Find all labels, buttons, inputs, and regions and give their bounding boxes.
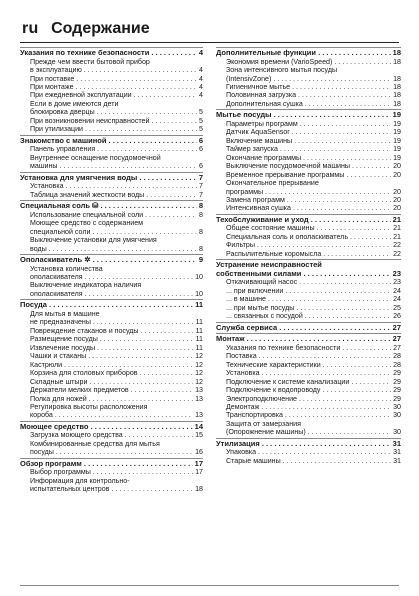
toc-entry-title: Таблица значений жесткости воды . . . xyxy=(30,191,197,199)
toc-page-number: 29 xyxy=(393,394,401,403)
toc-entry-title: Использование специальной соли . . . xyxy=(30,211,197,219)
toc-entry-title: Чашки и стаканы . . . xyxy=(30,352,193,360)
toc-entry[interactable] xyxy=(216,457,401,465)
toc-section[interactable] xyxy=(20,47,203,58)
toc-entry[interactable] xyxy=(216,344,401,352)
toc-section[interactable] xyxy=(216,109,401,120)
toc-page-number: 12 xyxy=(195,369,203,378)
toc-entry[interactable] xyxy=(216,378,401,386)
toc-entry[interactable] xyxy=(216,128,401,136)
toc-page-number: 14 xyxy=(194,421,203,431)
toc-page-number: 28 xyxy=(393,352,401,361)
toc-entry[interactable] xyxy=(216,145,401,153)
toc-entry[interactable] xyxy=(216,287,401,295)
toc-entry-title: Поставка . . . xyxy=(226,352,391,360)
toc-entry-title: Мытье посуды . . . xyxy=(216,111,391,120)
toc-entry[interactable] xyxy=(20,162,203,170)
toc-entry-title: Экономия времени (VarioSpeed) . . . xyxy=(226,58,391,66)
toc-page-number: 13 xyxy=(195,386,203,395)
toc-entry-line: Внутреннее оснащение посудомоечной xyxy=(30,153,161,162)
toc-entry[interactable] xyxy=(20,228,203,236)
toc-entry-title: не предназначены . . . xyxy=(30,318,194,326)
toc-page-number: 27 xyxy=(392,334,401,344)
toc-section[interactable] xyxy=(20,421,203,432)
toc-entry-title: специальной соли . . . xyxy=(30,228,197,236)
toc-entry-title: При ежедневной эксплуатации . . . xyxy=(30,91,197,99)
toc-entry[interactable] xyxy=(20,145,203,153)
toc-entry[interactable] xyxy=(216,154,401,162)
toc-entry-title: Специальная соль и ополаскиватель . . . xyxy=(226,233,391,241)
toc-page-number: 6 xyxy=(198,135,203,145)
toc-entry-title: ополаскивателя . . . xyxy=(30,290,193,298)
toc-entry-line: Защита от замерзания xyxy=(226,419,301,428)
toc-entry-title: Указания по технике безопасности . . . xyxy=(226,344,391,352)
toc-entry[interactable] xyxy=(20,91,203,99)
toc-entry-title: При монтаже . . . xyxy=(30,83,197,91)
toc-page-number: 25 xyxy=(393,303,401,312)
toc-entry[interactable] xyxy=(216,171,401,179)
toc-page-number: 4 xyxy=(199,91,203,100)
toc-page-number: 21 xyxy=(393,232,401,241)
toc-entry-title: Размещение посуды . . . xyxy=(30,335,194,343)
toc-entry-line: Установка количества xyxy=(30,264,103,273)
toc-entry-title: Складные штыри . . . xyxy=(30,378,193,386)
toc-entry-title: Установка для умягчения воды . . . xyxy=(20,174,197,183)
toc-page-number: 18 xyxy=(393,91,401,100)
toc-entry-title: Повреждение стаканов и посуды . . . xyxy=(30,327,194,335)
toc-page-number: 21 xyxy=(393,224,401,233)
toc-entry-title: Кастрюли . . . xyxy=(30,361,193,369)
toc-page-number: 10 xyxy=(195,289,203,298)
toc-page-number: 7 xyxy=(199,190,203,199)
toc-entry-line: Окончательное прерывание xyxy=(226,179,319,188)
toc-entry[interactable] xyxy=(20,66,203,74)
toc-entry-title: При возникновении неисправностей . . . xyxy=(30,117,197,125)
toc-section[interactable] xyxy=(20,458,203,469)
toc-entry-title: Откачивающий насос . . . xyxy=(226,278,391,286)
toc-entry[interactable] xyxy=(20,395,203,403)
toc-page-number: 28 xyxy=(393,360,401,369)
toc-page-number: 11 xyxy=(195,335,203,344)
toc-entry-title: Монтаж . . . xyxy=(216,335,391,344)
toc-entry[interactable] xyxy=(216,448,401,456)
toc-page-number: 22 xyxy=(393,249,401,258)
toc-entry-title: Знакомство с машиной . . . xyxy=(20,137,197,146)
toc-entry[interactable] xyxy=(20,468,203,476)
toc-entry-title: ... связанных с посудой . . . xyxy=(226,312,391,320)
toc-entry[interactable] xyxy=(216,312,401,320)
toc-entry-line: Выключение установки для умягчения xyxy=(30,236,157,245)
toc-entry-title: Посуда . . . xyxy=(20,301,193,310)
toc-page-number: 19 xyxy=(393,136,401,145)
toc-section[interactable] xyxy=(20,135,203,146)
toc-page-number: 18 xyxy=(393,99,401,108)
toc-entry-title: Ополаскиватель ✲ . . . xyxy=(20,256,197,265)
toc-page-number: 23 xyxy=(393,278,401,287)
toc-entry-title: Старые машины . . . xyxy=(226,457,391,465)
toc-page-number: 27 xyxy=(393,343,401,352)
toc-entry-line: Прежде чем ввести бытовой прибор xyxy=(30,57,150,66)
toc-page-number: 5 xyxy=(199,116,203,125)
toc-entry[interactable] xyxy=(20,211,203,219)
toc-entry-title: При поставке . . . xyxy=(30,75,197,83)
toc-entry-title: Фильтры . . . xyxy=(226,241,391,249)
toc-entry[interactable] xyxy=(20,344,203,352)
toc-page-number: 26 xyxy=(393,312,401,321)
toc-entry[interactable] xyxy=(20,361,203,369)
toc-page-number: 30 xyxy=(393,411,401,420)
toc-page-number: 6 xyxy=(199,162,203,171)
toc-entry[interactable] xyxy=(216,224,401,232)
toc-page-number: 20 xyxy=(393,162,401,171)
toc-entry[interactable] xyxy=(20,117,203,125)
toc-entry-title: Параметры программ . . . xyxy=(226,120,391,128)
toc-page-number: 12 xyxy=(195,360,203,369)
toc-page-number: 5 xyxy=(199,125,203,134)
toc-entry-title: Утилизация . . . xyxy=(216,440,391,449)
toc-entry-line: Моющее средство с содержанием xyxy=(30,219,144,228)
toc-page-number: 31 xyxy=(392,438,401,448)
toc-entry[interactable] xyxy=(20,108,203,116)
toc-entry[interactable] xyxy=(216,395,401,403)
toc-entry[interactable] xyxy=(20,335,203,343)
toc-entry-title: Окончание программы . . . xyxy=(226,154,391,162)
toc-entry[interactable] xyxy=(20,327,203,335)
toc-entry-title: собственными силами . . . xyxy=(216,270,391,279)
toc-entry[interactable] xyxy=(20,182,203,190)
toc-page-number: 30 xyxy=(393,428,401,437)
toc-entry[interactable] xyxy=(216,241,401,249)
toc-entry[interactable] xyxy=(216,369,401,377)
toc-entry-title: Загрузка моющего средства . . . xyxy=(30,431,193,439)
toc-page-number: 20 xyxy=(393,204,401,213)
toc-page-number: 5 xyxy=(199,108,203,117)
toc-section[interactable] xyxy=(20,254,203,265)
toc-entry[interactable] xyxy=(20,352,203,360)
toc-page-number: 7 xyxy=(199,182,203,191)
toc-entry[interactable] xyxy=(20,125,203,133)
page-title: Содержание xyxy=(51,20,150,37)
toc-entry-title: Панель управления . . . xyxy=(30,145,197,153)
toc-page-number: 20 xyxy=(393,195,401,204)
toc-page-number: 4 xyxy=(198,48,203,57)
toc-column-right xyxy=(216,46,401,465)
toc-entry-title: Подключение к водопроводу . . . xyxy=(226,386,391,394)
toc-page-number: 29 xyxy=(393,369,401,378)
toc-entry[interactable] xyxy=(216,304,401,312)
toc-entry[interactable] xyxy=(20,411,203,419)
header-rule xyxy=(20,42,399,43)
toc-page-number: 23 xyxy=(392,268,401,278)
toc-entry-line: Для мытья в машине xyxy=(30,309,100,318)
toc-entry[interactable] xyxy=(20,83,203,91)
toc-page-number: 18 xyxy=(393,74,401,83)
toc-entry[interactable] xyxy=(20,290,203,298)
toc-entry-title: Полка для ножей . . . xyxy=(30,395,193,403)
toc-entry-title: Гигиеничное мытье . . . xyxy=(226,83,391,91)
toc-entry-title: воды . . . xyxy=(30,245,197,253)
toc-entry-line: Комбинированные средства для мытья xyxy=(30,439,160,448)
toc-page-number: 11 xyxy=(195,318,203,327)
toc-entry[interactable] xyxy=(20,431,203,439)
toc-entry-title: Корзина для столовых приборов . . . xyxy=(30,369,193,377)
toc-page-number: 11 xyxy=(195,300,203,310)
toc-page-number: 11 xyxy=(195,326,203,335)
toc-page-number: 8 xyxy=(199,227,203,236)
toc-entry[interactable] xyxy=(216,91,401,99)
toc-entry[interactable] xyxy=(216,137,401,145)
toc-page-number: 20 xyxy=(393,187,401,196)
toc-page-number: 24 xyxy=(393,286,401,295)
toc-entry-title: Включение машины . . . xyxy=(226,137,391,145)
toc-entry[interactable] xyxy=(216,75,401,83)
toc-entry-title: программы . . . xyxy=(226,188,391,196)
toc-page-number: 17 xyxy=(195,468,203,477)
toc-entry[interactable] xyxy=(216,361,401,369)
toc-entry[interactable] xyxy=(216,250,401,258)
toc-entry-title: Датчик AquaSensor . . . xyxy=(226,128,391,136)
toc-entry-title: Специальная соль ⛁ . . . xyxy=(20,202,197,211)
toc-page-number: 6 xyxy=(199,145,203,154)
toc-entry-title: машины . . . xyxy=(30,162,197,170)
toc-entry[interactable] xyxy=(216,204,401,212)
toc-entry-title: Обзор программ . . . xyxy=(20,460,193,469)
toc-entry-title: Подключение к системе канализации . . . xyxy=(226,378,391,386)
toc-entry-line: Если в доме имеются дети xyxy=(30,99,119,108)
toc-page-number: 27 xyxy=(392,322,401,332)
toc-entry-line: Выключение индикатора наличия xyxy=(30,281,142,290)
toc-column-left xyxy=(20,46,203,494)
toc-entry-title: Держатели мелких предметов . . . xyxy=(30,386,193,394)
toc-entry-title: Общее состояние машины . . . xyxy=(226,224,391,232)
toc-entry-title: Замена программ . . . xyxy=(226,196,391,204)
toc-entry[interactable] xyxy=(20,378,203,386)
toc-entry-title: Упаковка . . . xyxy=(226,448,391,456)
toc-entry[interactable] xyxy=(216,411,401,419)
toc-entry-title: ... при мытье посуды . . . xyxy=(226,304,391,312)
toc-entry-title: Указания по технике безопасности . . . xyxy=(20,49,197,58)
toc-page-number: 18 xyxy=(195,485,203,494)
toc-page-number: 12 xyxy=(195,377,203,386)
toc-page-number: 13 xyxy=(195,394,203,403)
toc-entry-title: Техобслуживание и уход . . . xyxy=(216,216,391,225)
toc-page-number: 19 xyxy=(393,128,401,137)
toc-page-number: 8 xyxy=(199,210,203,219)
toc-entry-title: Дополнительная сушка . . . xyxy=(226,100,391,108)
toc-entry-title: Интенсивная сушка . . . xyxy=(226,204,391,212)
toc-page-number: 4 xyxy=(199,74,203,83)
toc-entry-title: Выключение посудомоечной машины . . . xyxy=(226,162,391,170)
toc-entry-title: Установка . . . xyxy=(30,182,197,190)
toc-page-number: 4 xyxy=(199,82,203,91)
toc-entry[interactable] xyxy=(20,273,203,281)
toc-entry-title: Установка . . . xyxy=(226,369,391,377)
toc-entry[interactable] xyxy=(216,83,401,91)
toc-section[interactable] xyxy=(20,172,203,183)
toc-section[interactable] xyxy=(20,299,203,310)
page-header xyxy=(22,20,150,40)
toc-page-number: 21 xyxy=(392,214,401,224)
toc-entry-title: Дополнительные функции . . . xyxy=(216,49,391,58)
toc-entry[interactable] xyxy=(20,369,203,377)
toc-page-number: 29 xyxy=(393,386,401,395)
toc-entry-title: Демонтаж . . . xyxy=(226,403,391,411)
toc-entry[interactable] xyxy=(20,191,203,199)
toc-entry-title: Технические характеристики . . . xyxy=(226,361,391,369)
toc-entry-title: (Опорожнение машины) . . . xyxy=(226,428,391,436)
language-code: ru xyxy=(22,20,39,37)
toc-entry-title: Таймер запуска . . . xyxy=(226,145,391,153)
toc-page-number: 11 xyxy=(195,343,203,352)
toc-page-number: 29 xyxy=(393,377,401,386)
toc-entry[interactable] xyxy=(216,58,401,66)
toc-page-number: 30 xyxy=(393,402,401,411)
toc-entry-title: Половинная загрузка . . . xyxy=(226,91,391,99)
toc-page-number: 31 xyxy=(393,448,401,457)
toc-entry-title: При утилизации . . . xyxy=(30,125,197,133)
toc-entry-title: короба . . . xyxy=(30,411,193,419)
toc-entry-title: Служба сервиса . . . xyxy=(216,324,391,333)
toc-page-number: 18 xyxy=(392,48,401,57)
toc-page-number: 20 xyxy=(393,170,401,179)
toc-section[interactable] xyxy=(216,47,401,58)
toc-page-number: 22 xyxy=(393,241,401,250)
toc-entry[interactable] xyxy=(216,162,401,170)
toc-entry[interactable] xyxy=(20,386,203,394)
toc-entry[interactable] xyxy=(216,120,401,128)
toc-entry[interactable] xyxy=(216,233,401,241)
toc-page-number: 19 xyxy=(393,153,401,162)
toc-entry-title: Распылительные коромысла . . . xyxy=(226,250,391,258)
toc-page-number: 19 xyxy=(392,110,401,120)
toc-entry-line: Зона интенсивного мытья посуды xyxy=(226,66,338,75)
toc-entry[interactable] xyxy=(20,75,203,83)
toc-page-number: 8 xyxy=(199,244,203,253)
toc-entry-title: ... в машине . . . xyxy=(226,295,391,303)
toc-entry[interactable] xyxy=(20,318,203,326)
toc-entry-title: Выбор программы . . . xyxy=(30,468,193,476)
toc-page-number: 17 xyxy=(194,458,203,468)
toc-page-number: 19 xyxy=(393,145,401,154)
toc-entry-title: (IntensivZone) . . . xyxy=(226,75,391,83)
toc-page-number: 13 xyxy=(195,411,203,420)
toc-page-number: 7 xyxy=(198,172,203,182)
toc-entry-title: ... при включении . . . xyxy=(226,287,391,295)
toc-entry-title: Электроподключение . . . xyxy=(226,395,391,403)
toc-page-number: 18 xyxy=(393,82,401,91)
toc-entry-title: испытательных центров . . . xyxy=(30,485,193,493)
toc-page-number: 8 xyxy=(198,201,203,211)
toc-entry[interactable] xyxy=(20,485,203,493)
toc-entry-title: в эксплуатацию . . . xyxy=(30,66,197,74)
toc-section[interactable] xyxy=(216,214,401,225)
toc-entry[interactable] xyxy=(216,188,401,196)
toc-section[interactable] xyxy=(216,438,401,449)
toc-page-number: 9 xyxy=(198,254,203,264)
toc-page-number: 15 xyxy=(195,431,203,440)
toc-page-number: 16 xyxy=(195,448,203,457)
toc-section[interactable] xyxy=(216,270,401,279)
toc-section[interactable] xyxy=(216,333,401,344)
toc-entry-title: Моющее средство . . . xyxy=(20,423,193,432)
toc-entry[interactable] xyxy=(216,278,401,286)
toc-entry-line: Регулировка высоты расположения xyxy=(30,402,148,411)
toc-section[interactable] xyxy=(216,322,401,333)
toc-section-title: Устранение неисправностей xyxy=(216,259,401,269)
toc-entry-title: ополаскивателя . . . xyxy=(30,273,193,281)
toc-entry-title: Извлечение посуды . . . xyxy=(30,344,194,352)
toc-entry[interactable] xyxy=(216,403,401,411)
toc-entry-title: Транспортировка . . . xyxy=(226,411,391,419)
toc-page-number: 18 xyxy=(393,57,401,66)
toc-entry[interactable] xyxy=(216,196,401,204)
toc-entry[interactable] xyxy=(20,448,203,456)
toc-entry-title: посуды . . . xyxy=(30,448,193,456)
toc-page-number: 31 xyxy=(393,456,401,465)
toc-page-number: 19 xyxy=(393,119,401,128)
toc-entry[interactable] xyxy=(216,295,401,303)
toc-entry[interactable] xyxy=(216,428,401,436)
toc-page-number: 10 xyxy=(195,273,203,282)
toc-entry[interactable] xyxy=(216,386,401,394)
toc-entry[interactable] xyxy=(216,100,401,108)
toc-entry-title: Временное прерывание программы . . . xyxy=(226,171,391,179)
toc-section[interactable] xyxy=(20,200,203,211)
toc-page-number: 4 xyxy=(199,66,203,75)
toc-page-number: 24 xyxy=(393,295,401,304)
toc-page-number: 12 xyxy=(195,352,203,361)
toc-entry-title: блокировка дверцы . . . xyxy=(30,108,197,116)
footer-rule xyxy=(20,585,399,586)
toc-entry-line: Информация для контрольно- xyxy=(30,476,130,485)
toc-entry[interactable] xyxy=(20,245,203,253)
toc-entry[interactable] xyxy=(216,352,401,360)
